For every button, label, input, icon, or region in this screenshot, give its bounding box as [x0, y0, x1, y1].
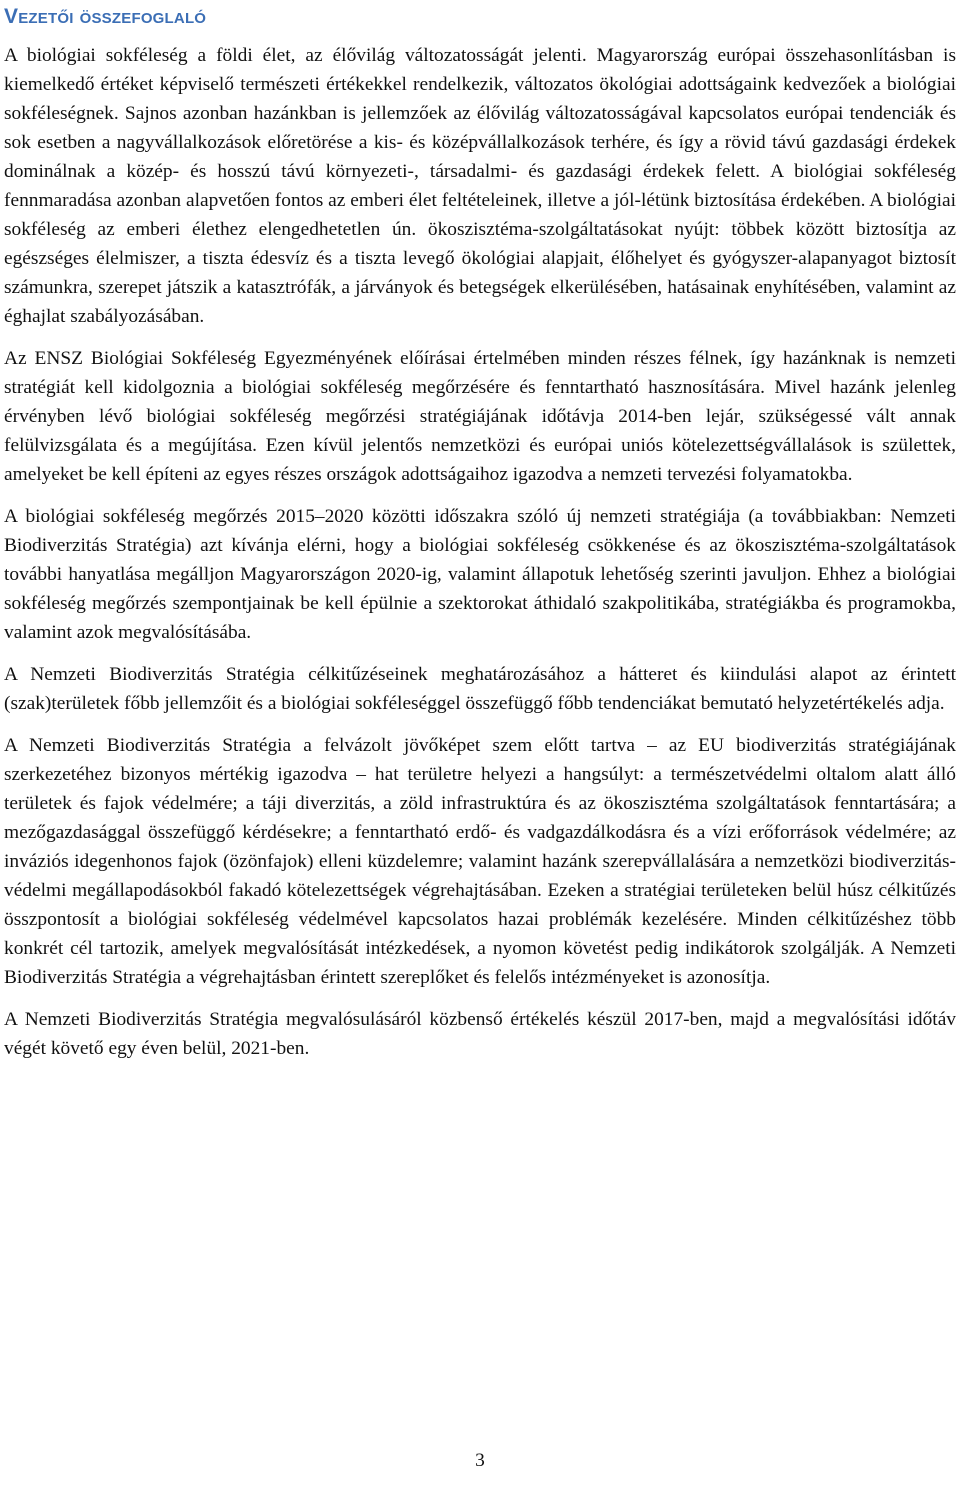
section-heading-text: Vezetői összefoglaló [4, 5, 207, 28]
paragraph-3: A biológiai sokféleség megőrzés 2015‒2020 közötti időszakra szóló új nemzeti stratégiája (a továbbiakban: Nemzeti Biodiverzitás Stratégia) azt kívánja elérni, hogy a biológiai sokféleség csökkenése és az ökoszisztéma-szolgáltatások további hanyatlása megálljon Magyarországon 2020-ig, valamint állapotuk lehetőség szerinti javuljon. Ehhez a biológiai sokféleség megőrzés szempontjainak be kell épülnie a szektorokat áthidaló szakpolitikába, stratégiákba és programokba, valamint azok megvalósításába. [4, 506, 956, 643]
paragraph-5: A Nemzeti Biodiverzitás Stratégia a felvázolt jövőképet szem előtt tartva ‒ az EU biodiverzitás stratégiájának szerkezetéhez bizonyos mértékig igazodva ‒ hat területre helyezi a hangsúlyt: a természetvédelmi oltalom alatt álló területek és fajok védelmére; a táji diverzitás, a zöld infrastruktúra és az ökoszisztéma szolgáltatások fenntartására; a mezőgazdasággal összefüggő kérdésekre; a fenntartható erdő- és vadgazdálkodásra és a vízi erőforrások védelmére; az inváziós idegenhonos fajok (özönfajok) elleni küzdelemre; valamint hazánk szerepvállalására a nemzetközi biodiverzitás-védelmi megállapodásokból fakadó kötelezettségek végrehajtásában. Ezeken a stratégiai területeken belül húsz célkitűzés összpontosít a biológiai sokféleség védelmével kapcsolatos hazai problémák kezelésére. Minden célkitűzéshez több konkrét cél tartozik, amelyek megvalósítását intézkedések, a nyomon követést pedig indikátorok szolgálják. A Nemzeti Biodiverzitás Stratégia a végrehajtásban érintett szereplőket és felelős intézményeket is azonosítja. [4, 735, 956, 988]
section-heading [4, 0, 956, 41]
document-page [4, 0, 956, 1076]
page-number: 3 [475, 1450, 485, 1471]
paragraph-4: A Nemzeti Biodiverzitás Stratégia célkitűzéseinek meghatározásához a hátteret és kiindulási alapot az érintett (szak)területek főbb jellemzőit és a biológiai sokféleséggel összefüggő főbb tendenciákat bemutató helyzetértékelés adja. [4, 664, 956, 714]
paragraph-2: Az ENSZ Biológiai Sokféleség Egyezményének előírásai értelmében minden részes félnek, így hazánknak is nemzeti stratégiát kell kidolgoznia a biológiai sokféleség megőrzésére és fenntartható hasznosítására. Mivel hazánk jelenleg érvényben lévő biológiai sokféleség megőrzési stratégiájának időtávja 2014-ben lejár, szükségessé vált annak felülvizsgálata és a megújítása. Ezen kívül jelentős nemzetközi és európai uniós kötelezettségvállalások is születtek, amelyeket be kell építeni az egyes részes országok adottságaihoz igazodva a nemzeti tervezési folyamatokba. [4, 348, 956, 485]
paragraph-1: A biológiai sokféleség a földi élet, az élővilág változatosságát jelenti. Magyarország európai összehasonlításban is kiemelkedő értéket képviselő természeti értékekkel rendelkezik, változatos ökológiai adottságaink kedvezőek a biológiai sokféleségnek. Sajnos azonban hazánkban is jellemzőek az élővilág változatosságával kapcsolatos európai tendenciák és sok esetben a nagyvállalkozások előretörése a kis- és középvállalkozások terhére, és így a rövid távú gazdasági érdekek dominálnak a közép- és hosszú távú környezeti-, társadalmi- és gazdasági érdekek felett. A biológiai sokféleség fennmaradása azonban alapvetően fontos az emberi élet feltételeinek, illetve a jól-létünk biztosítása érdekében. A biológiai sokféleség az emberi élethez elengedhetetlen ún. ökoszisztéma-szolgáltatásokat nyújt: többek között biztosítja az egészséges élelmiszer, a tiszta édesvíz és a tiszta levegő ökológiai alapjait, élőhelyet és gyógyszer-alapanyagot biztosít számunkra, szerepet játszik a katasztrófák, a járványok és betegségek elkerülésében, hatásainak enyhítésében, valamint az éghajlat szabályozásában. [4, 45, 956, 327]
paragraph-6: A Nemzeti Biodiverzitás Stratégia megvalósulásáról közbenső értékelés készül 2017-ben, majd a megvalósítási időtáv végét követő egy éven belül, 2021-ben. [4, 1009, 956, 1059]
